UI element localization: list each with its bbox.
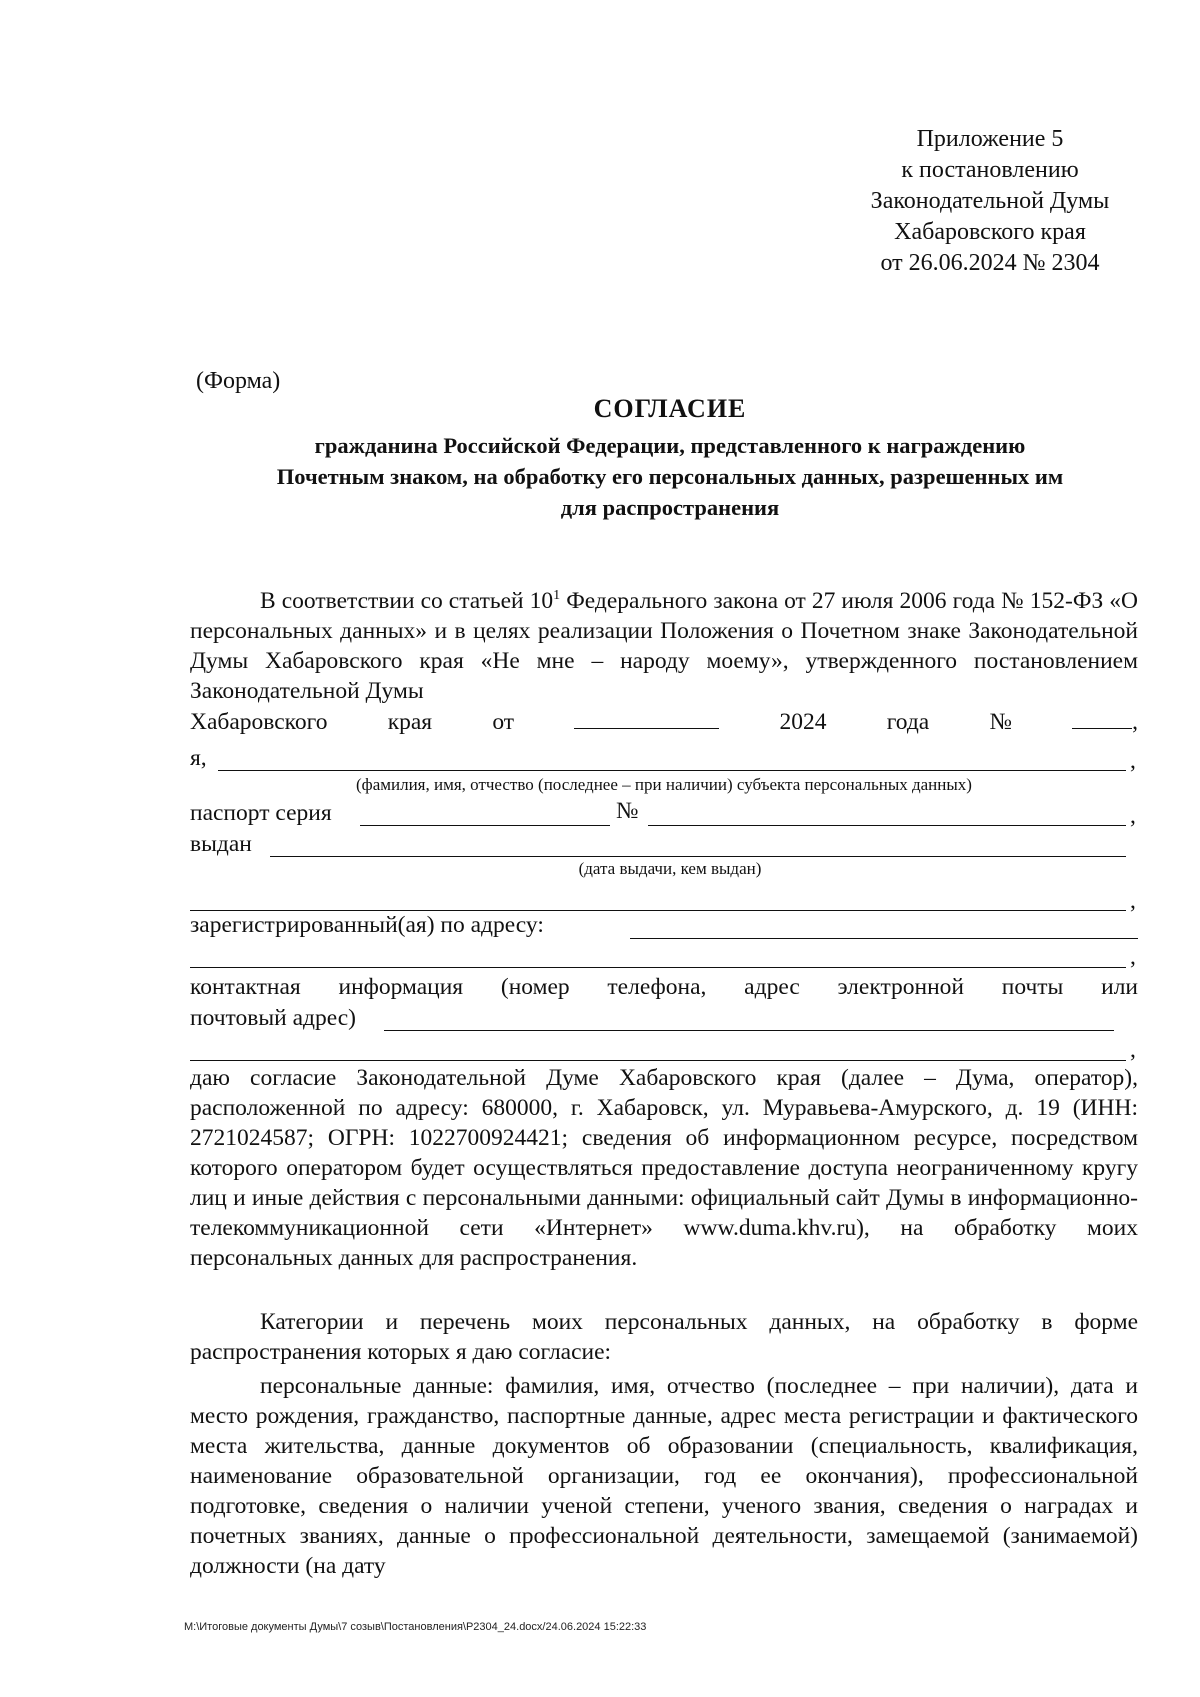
passport-series-input[interactable] [360, 825, 610, 826]
passport-number-label: № [616, 798, 639, 824]
appendix-line: Законодательной Думы [870, 188, 1110, 214]
ya-label: я, [190, 745, 207, 771]
appendix-line: Приложение 5 [916, 126, 1064, 152]
word: Хабаровского [190, 709, 328, 735]
registered-label: зарегистрированный(ая) по адресу: [190, 912, 544, 938]
date-blank[interactable] [574, 706, 719, 729]
file-path-footer: M:\Итоговые документы Думы\7 созыв\Постановления\P2304_24.docx/24.06.2024 15:22:33 [184, 1621, 647, 1633]
appendix-line: от 26.06.2024 № 2304 [880, 250, 1100, 276]
form-label: (Форма) [196, 368, 281, 394]
registered-row [190, 910, 1138, 940]
ya-input-line[interactable] [218, 770, 1126, 771]
registered-input-line[interactable] [630, 938, 1138, 939]
comma: , [1132, 709, 1138, 735]
passport-row [190, 798, 1138, 828]
document-subtitle [190, 430, 1150, 523]
contact-row-2 [190, 1003, 1138, 1033]
number-sign: № [989, 709, 1012, 735]
number-blank[interactable] [1072, 706, 1132, 729]
appendix-block [840, 124, 1140, 279]
issued-label: выдан [190, 831, 252, 857]
comma: , [1130, 803, 1136, 829]
contact-extra-line[interactable] [190, 1060, 1126, 1061]
issued-input-line[interactable] [270, 856, 1126, 857]
intro-text: В соответствии со статьей 10 [260, 588, 554, 614]
intro-text: Федерального закона от 27 июля 2006 года № 152-ФЗ «О персональных данных» и в целях реализации Положения о Почетном знаке Законодательной Думы Хабаровского края «Не мне – народу моему», утвержденного постановлением Законодательной Думы [190, 588, 1138, 704]
registered-extra-line[interactable] [190, 967, 1126, 968]
comma: , [1130, 1037, 1136, 1063]
intro-paragraph [190, 586, 1138, 706]
year: 2024 [779, 709, 827, 735]
consent-paragraph: даю согласие Законодательной Думе Хабаровского края (далее – Дума, оператор), расположенной по адресу: 680000, г. Хабаровск, ул. Муравьева-Амурского, д. 19 (ИНН: 2721024587; ОГРН: 1022700924421; сведения об информационном ресурсе, посредством которого оператором будет осуществляться предоставление доступа неограниченному кругу лиц и иные действия с персональными данными: официальный сайт Думы в информационно-телекоммуникационной сети «Интернет» www.duma.khv.ru), на обработку моих персональных данных для распространения. [190, 1065, 1138, 1271]
comma: , [1130, 944, 1136, 970]
appendix-line: к постановлению [901, 157, 1079, 183]
word: от [492, 709, 515, 735]
contact-label-2: почтовый адрес) [190, 1005, 356, 1031]
issued-row [190, 829, 1138, 859]
word: года [886, 709, 930, 735]
document-title: СОГЛАСИЕ [593, 394, 747, 423]
intro-date-line [190, 706, 1138, 737]
contact-row [190, 972, 1138, 1002]
issued-caption: (дата выдачи, кем выдан) [578, 859, 762, 878]
subtitle-line: Почетным знаком, на обработку его персональных данных, разрешенных им [276, 464, 1064, 489]
appendix-line: Хабаровского края [894, 219, 1086, 245]
word: края [387, 709, 433, 735]
contact-label: контактная информация (номер телефона, адрес электронной почты или [190, 974, 1138, 1000]
comma: , [1130, 888, 1136, 914]
subtitle-line: для распространения [560, 495, 780, 520]
passport-number-input[interactable] [648, 825, 1126, 826]
categories-paragraph: Категории и перечень моих персональных данных, на обработку в форме распространения которых я даю согласие: [190, 1309, 1138, 1365]
ya-caption: (фамилия, имя, отчество (последнее – при наличии) субъекта персональных данных) [356, 775, 972, 794]
contact-input-line[interactable] [384, 1030, 1114, 1031]
intro-superscript: 1 [553, 588, 561, 604]
personal-data-paragraph: персональные данные: фамилия, имя, отчество (последнее – при наличии), дата и место рождения, гражданство, паспортные данные, адрес места регистрации и фактического места жительства, данные документов об образовании (специальность, квалификация, наименование образовательной организации, год ее окончания), профессиональной подготовке, сведения о наличии ученой степени, ученого звания, сведения о наградах и почетных званиях, данные о профессиональной деятельности, замещаемой (занимаемой) должности (на дату [190, 1373, 1138, 1579]
passport-label: паспорт серия [190, 800, 332, 826]
subtitle-line: гражданина Российской Федерации, представленного к награждению [314, 433, 1026, 458]
ya-row [190, 743, 1138, 773]
comma: , [1130, 748, 1136, 774]
number-blank-group [1072, 706, 1138, 737]
